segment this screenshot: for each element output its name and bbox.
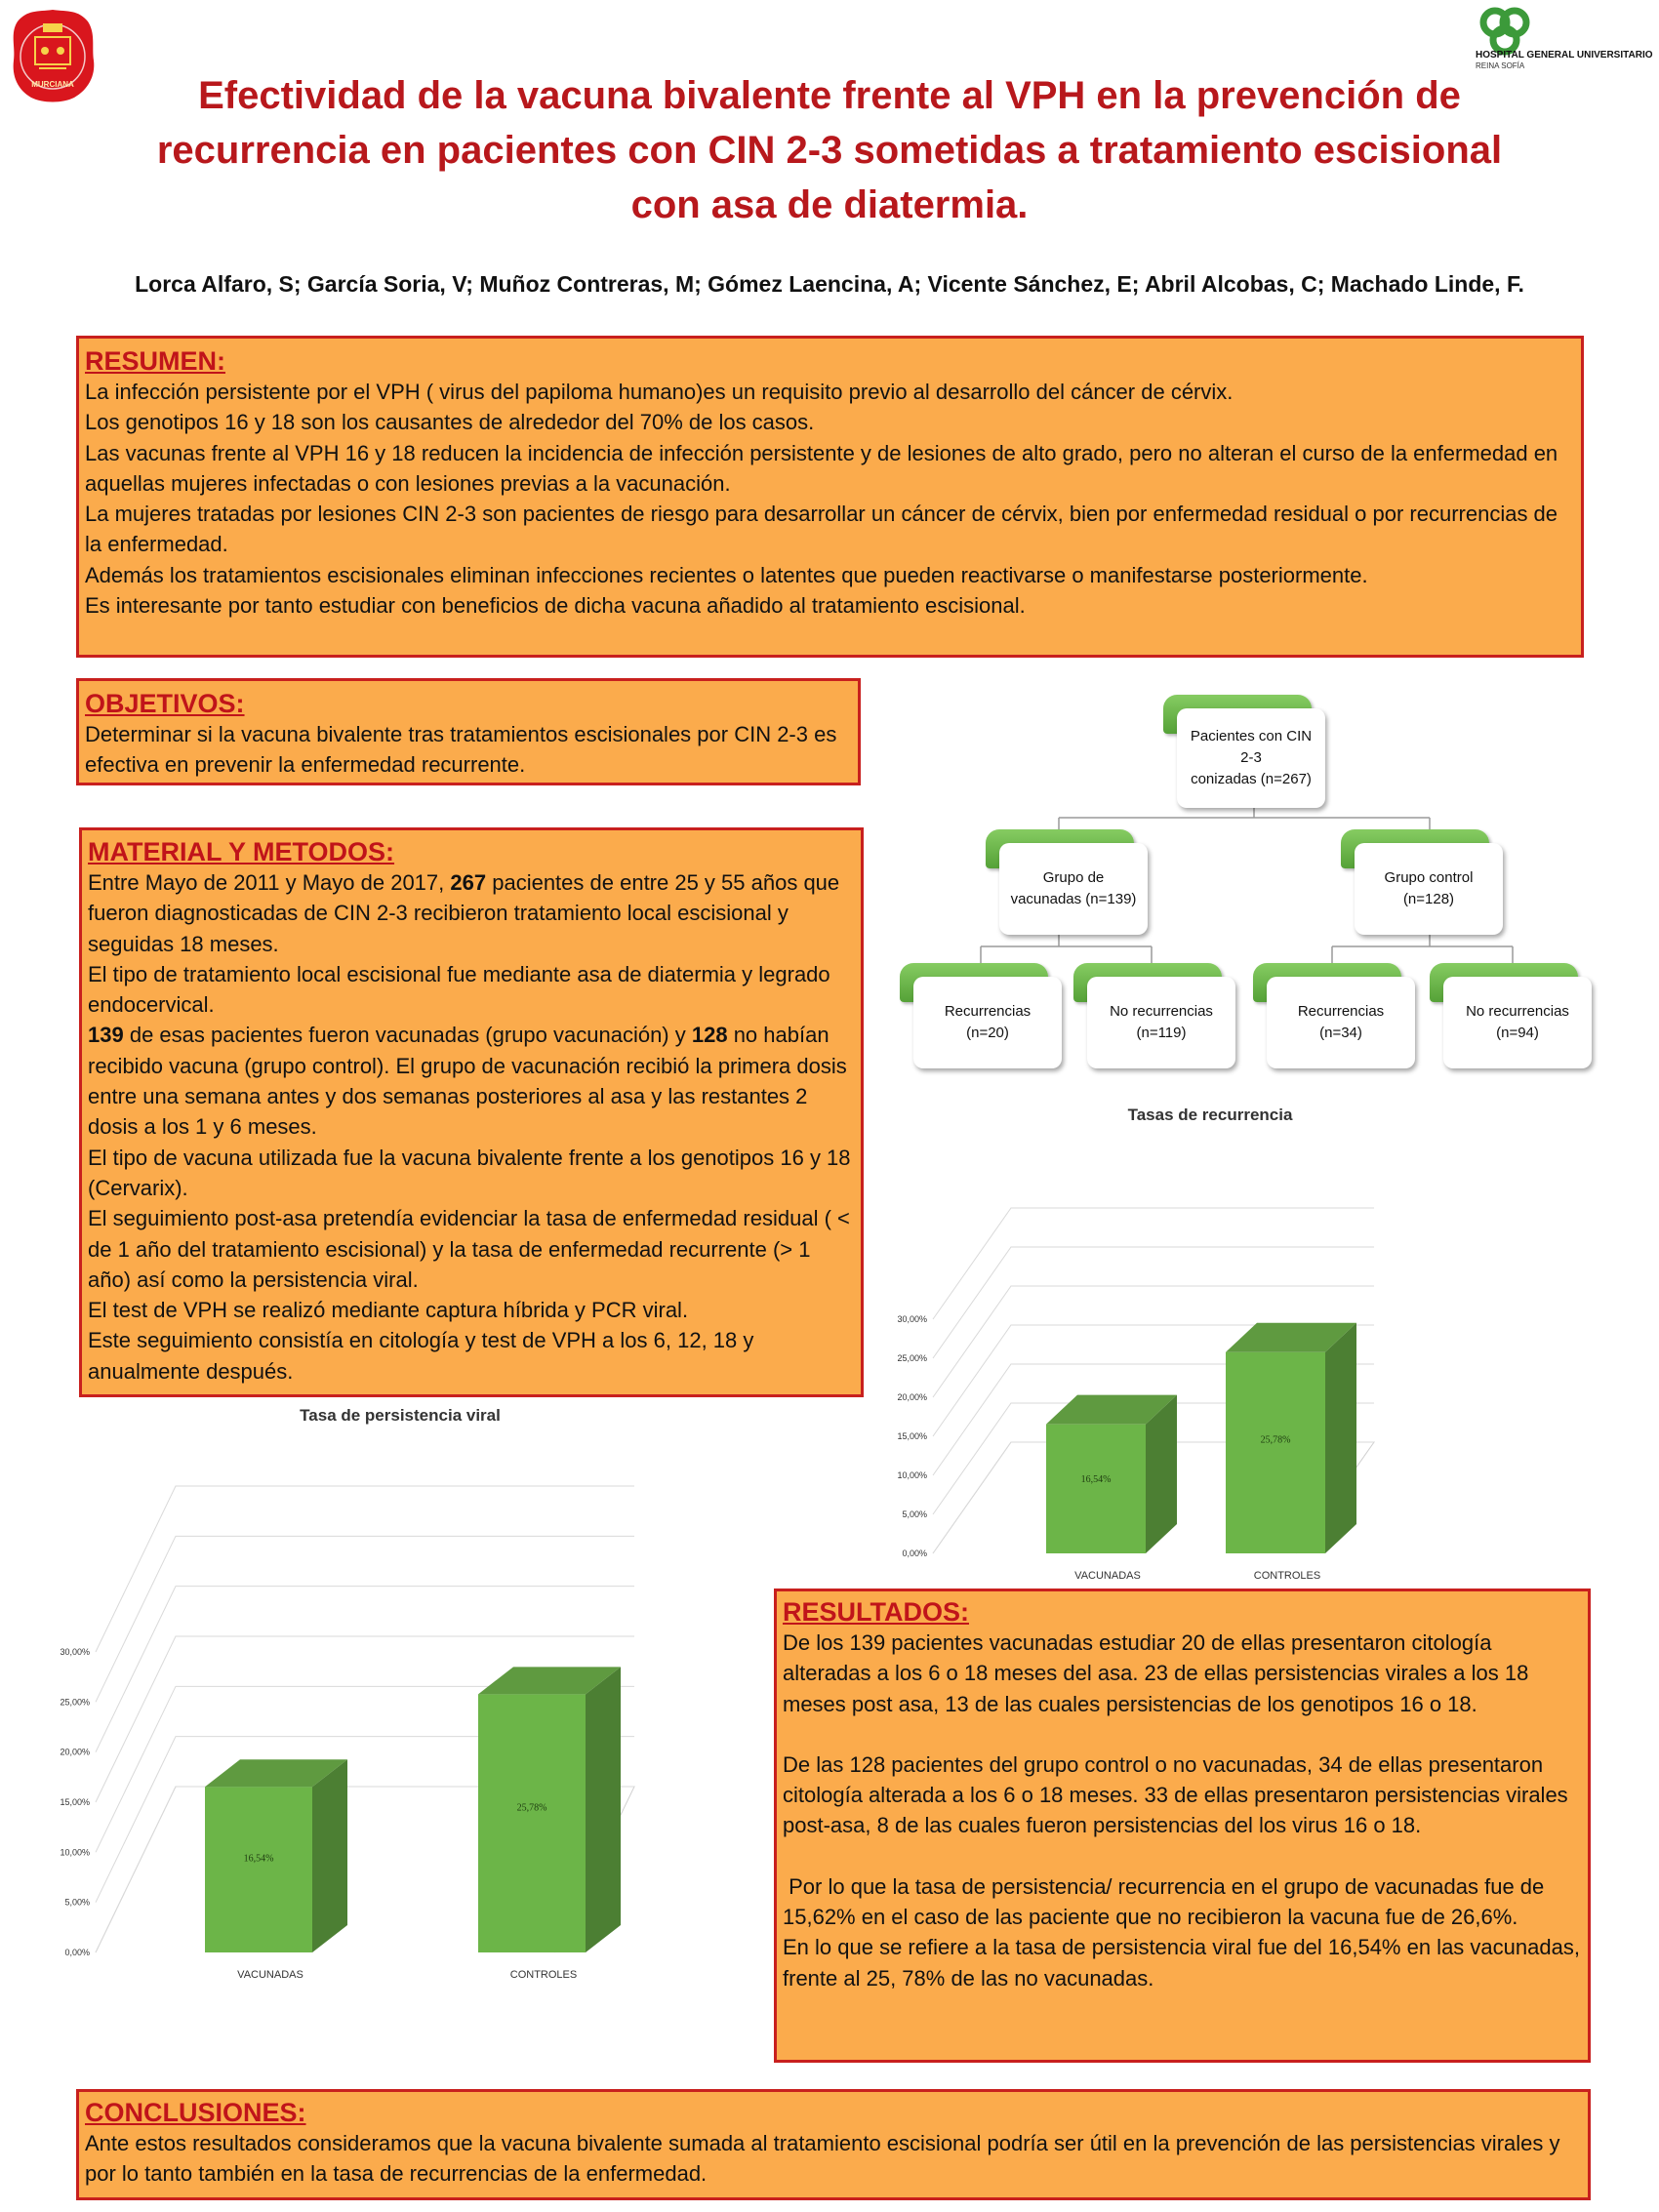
leaf3-line-1: Recurrencias [1297,1003,1385,1020]
material-heading: MATERIAL Y METODOS: [88,837,395,866]
material-p1-a: Entre Mayo de 2011 y Mayo de 2017, [88,870,451,895]
bar-data-label: 16,54% [243,1853,274,1865]
y-tick-label: 0,00% [902,1548,927,1558]
resumen-line-1: La infección persistente por el VPH ( virus del papiloma humano)es un requisito previo al desarrollo del cáncer de cérvix. [85,380,1234,404]
group-ctrl-line-2: (n=128) [1402,891,1455,907]
material-p3 [88,1020,855,1142]
resultados-heading: RESULTADOS: [783,1597,969,1627]
bar-data-label: 25,78% [516,1802,547,1814]
y-tick-label: 25,00% [60,1697,90,1708]
objetivos-text: Determinar si la vacuna bivalente tras tratamientos escisionales por CIN 2-3 es efectiva en prevenir la enfermedad recurrente. [85,722,837,778]
diagram-leaf-recurrencias-ctrl [1253,963,1401,1055]
material-p2: El tipo de tratamiento local escisional fue mediante asa de diatermia y legrado endocervical. [88,961,830,1018]
material-p1-c: pacientes de entre 25 y 55 años que fueron diagnosticadas de CIN 2-3 recibieron tratamiento local escisional y seguidas 18 meses. [88,870,840,956]
material-p3-b: de esas pacientes fueron vacunadas (grupo vacunación) y [123,1023,692,1048]
y-tick-label: 5,00% [902,1509,927,1519]
material-p3-ctrl-count: 128 [691,1023,728,1048]
y-tick-label: 30,00% [897,1314,927,1324]
root-line-1: Pacientes con CIN [1190,728,1313,744]
group-vac-line-1: Grupo de [1042,869,1105,886]
y-tick-label: 30,00% [60,1647,90,1657]
conclusiones-box [76,2089,1591,2200]
y-tick-label: 15,00% [60,1797,90,1807]
diagram-leaf-no-recurrencias-ctrl [1430,963,1578,1055]
material-box [79,827,864,1397]
diagram-leaf-recurrencias-vac [900,963,1048,1055]
resumen-line-5: Además los tratamientos escisionales eliminan infecciones recientes o latentes que pueden reactivarse o manifestarse posteriormente. [85,562,1368,587]
material-p7: Este seguimiento consistía en citología y test de VPH a los 6, 12, 18 y anualmente después. [88,1328,754,1384]
root-line-2: 2-3 [1240,749,1262,766]
bar-controles [478,1667,621,1952]
resultados-p2: De las 128 pacientes del grupo control o no vacunadas, 34 de ellas presentaron citología alterada a los 6 o 18 meses. 33 de ellas presentaron persistencias virales post-asa, 8 de las cuales fueron persistencias del los virus 16 o 18. [783,1751,1568,1838]
root-line-3: conizadas (n=267) [1191,771,1312,787]
objetivos-box [76,678,861,785]
y-tick-label: 25,00% [897,1353,927,1363]
hospital-logo-line1: HOSPITAL GENERAL UNIVERSITARIO [1476,50,1653,60]
resumen-line-3: Las vacunas frente al VPH 16 y 18 reducen la incidencia de infección persistente y de lesiones de alto grado, pero no alteran el curso de la enfermedad en aquellas mujeres infectadas o con lesiones previas a la vacunación. [85,440,1558,496]
x-category-label: CONTROLES [1253,1570,1321,1581]
poster-title [88,68,1571,232]
group-ctrl-line-1: Grupo control [1384,869,1474,886]
diagram-group-vacunadas [986,829,1137,921]
diagram-group-control [1341,829,1489,921]
leaf4-line-2: (n=94) [1496,1025,1539,1041]
hospital-logo [1476,5,1659,73]
chart-recurrencia [878,1132,1425,1581]
bar-vacunadas [1046,1395,1177,1553]
material-p4: El tipo de vacuna utilizada fue la vacuna bivalente frente a los genotipos 16 y 18 (Cervarix). [88,1145,851,1200]
resultados-p4: En lo que se refiere a la tasa de persistencia viral fue del 16,54% en las vacunadas, frente al 25, 78% de las no vacunadas. [783,1935,1580,1991]
leaf2-line-2: (n=119) [1136,1025,1187,1041]
y-tick-label: 20,00% [60,1747,90,1757]
chart-persistencia-title: Tasa de persistencia viral [300,1406,501,1425]
conclusiones-heading: CONCLUSIONES: [85,2098,306,2127]
diagram-leaf-no-recurrencias-vac [1073,963,1222,1055]
x-category-label: VACUNADAS [1074,1570,1141,1581]
leaf1-line-1: Recurrencias [944,1003,1032,1020]
resumen-line-6: Es interesante por tanto estudiar con beneficios de dicha vacuna añadido al tratamiento escisional. [85,593,1026,619]
leaf3-line-2: (n=34) [1319,1025,1362,1041]
title-line-2: recurrencia en pacientes con CIN 2-3 sometidas a tratamiento escisional [156,129,1503,172]
title-line-3: con asa de diatermia. [630,183,1029,226]
title-line-1: Efectividad de la vacuna bivalente frente al VPH en la prevención de [198,74,1461,117]
x-category-label: CONTROLES [509,1969,578,1981]
y-tick-label: 15,00% [897,1431,927,1441]
leaf2-line-1: No recurrencias [1110,1003,1213,1020]
y-tick-label: 10,00% [897,1470,927,1480]
bar-data-label: 25,78% [1260,1434,1291,1446]
material-p3-d: no habían recibido vacuna (grupo control). El grupo de vacunación recibió la primera dosis entre una semana antes y dos semanas posteriores al asa y las restantes 2 dosis a los 1 y 6 meses. [88,1023,847,1140]
material-p1 [88,867,855,959]
material-p3-vac-count: 139 [88,1023,124,1048]
resumen-line-2: Los genotipos 16 y 18 son los causantes de alrededor del 70% de los casos. [85,410,815,435]
bar-controles [1226,1323,1356,1553]
hospital-logo-line2: REINA SOFÍA [1476,61,1525,70]
resultados-p3: Por lo que la tasa de persistencia/ recurrencia en el grupo de vacunadas fue de 15,62% en el caso de las paciente que no recibieron la vacuna fue de 26,6%. [783,1873,1551,1930]
resumen-box [76,336,1584,658]
objetivos-heading: OBJETIVOS: [85,689,245,718]
bar-vacunadas [205,1759,347,1952]
leaf1-line-2: (n=20) [966,1025,1009,1041]
chart-persistencia [39,1434,664,1981]
resumen-heading: RESUMEN: [85,346,226,376]
material-p1-count: 267 [450,870,487,895]
authors-line: Lorca Alfaro, S; García Soria, V; Muñoz Contreras, M; Gómez Laencina, A; Vicente Sánchez, E; Abril Alcobas, C; Machado Linde, F. [135,271,1524,297]
resultados-p1: De los 139 pacientes vacunadas estudiar 20 de ellas presentaron citología alteradas a los 6 o 18 meses del asa. 23 de ellas persistencias virales a los 18 meses post asa, 13 de las cuales persistencias de los genotipos 16 o 18. [783,1630,1529,1716]
leaf4-line-1: No recurrencias [1466,1003,1569,1020]
diagram-root-node [1163,695,1312,794]
y-tick-label: 5,00% [64,1897,90,1908]
resultados-box [774,1589,1591,2063]
y-tick-label: 20,00% [897,1392,927,1402]
seal-text: MURCIANA [31,80,74,89]
flow-diagram [878,683,1639,1073]
material-p5: El seguimiento post-asa pretendía evidenciar la tasa de enfermedad residual ( < de 1 año del tratamiento escisional) y la tasa de enfermedad recurrente (> 1 año) así como la persistencia viral. [88,1206,850,1292]
resumen-line-4: La mujeres tratadas por lesiones CIN 2-3 son pacientes de riesgo para desarrollar un cáncer de cérvix, bien por enfermedad residual o por recurrencias de la enfermedad. [85,502,1558,557]
bar-data-label: 16,54% [1080,1474,1112,1486]
x-category-label: VACUNADAS [237,1969,303,1981]
y-tick-label: 0,00% [64,1948,90,1957]
university-seal-logo [10,8,96,103]
chart-recurrencia-title: Tasas de recurrencia [1127,1106,1293,1124]
material-p6: El test de VPH se realizó mediante captura híbrida y PCR viral. [88,1298,689,1323]
group-vac-line-2: vacunadas (n=139) [1010,891,1137,907]
y-tick-label: 10,00% [60,1847,90,1858]
conclusiones-text: Ante estos resultados consideramos que la vacuna bivalente sumada al tratamiento escisional podría ser útil en la prevención de las persistencias virales y por lo tanto también en la tasa de recurrencias de la enfermedad. [85,2131,1560,2187]
